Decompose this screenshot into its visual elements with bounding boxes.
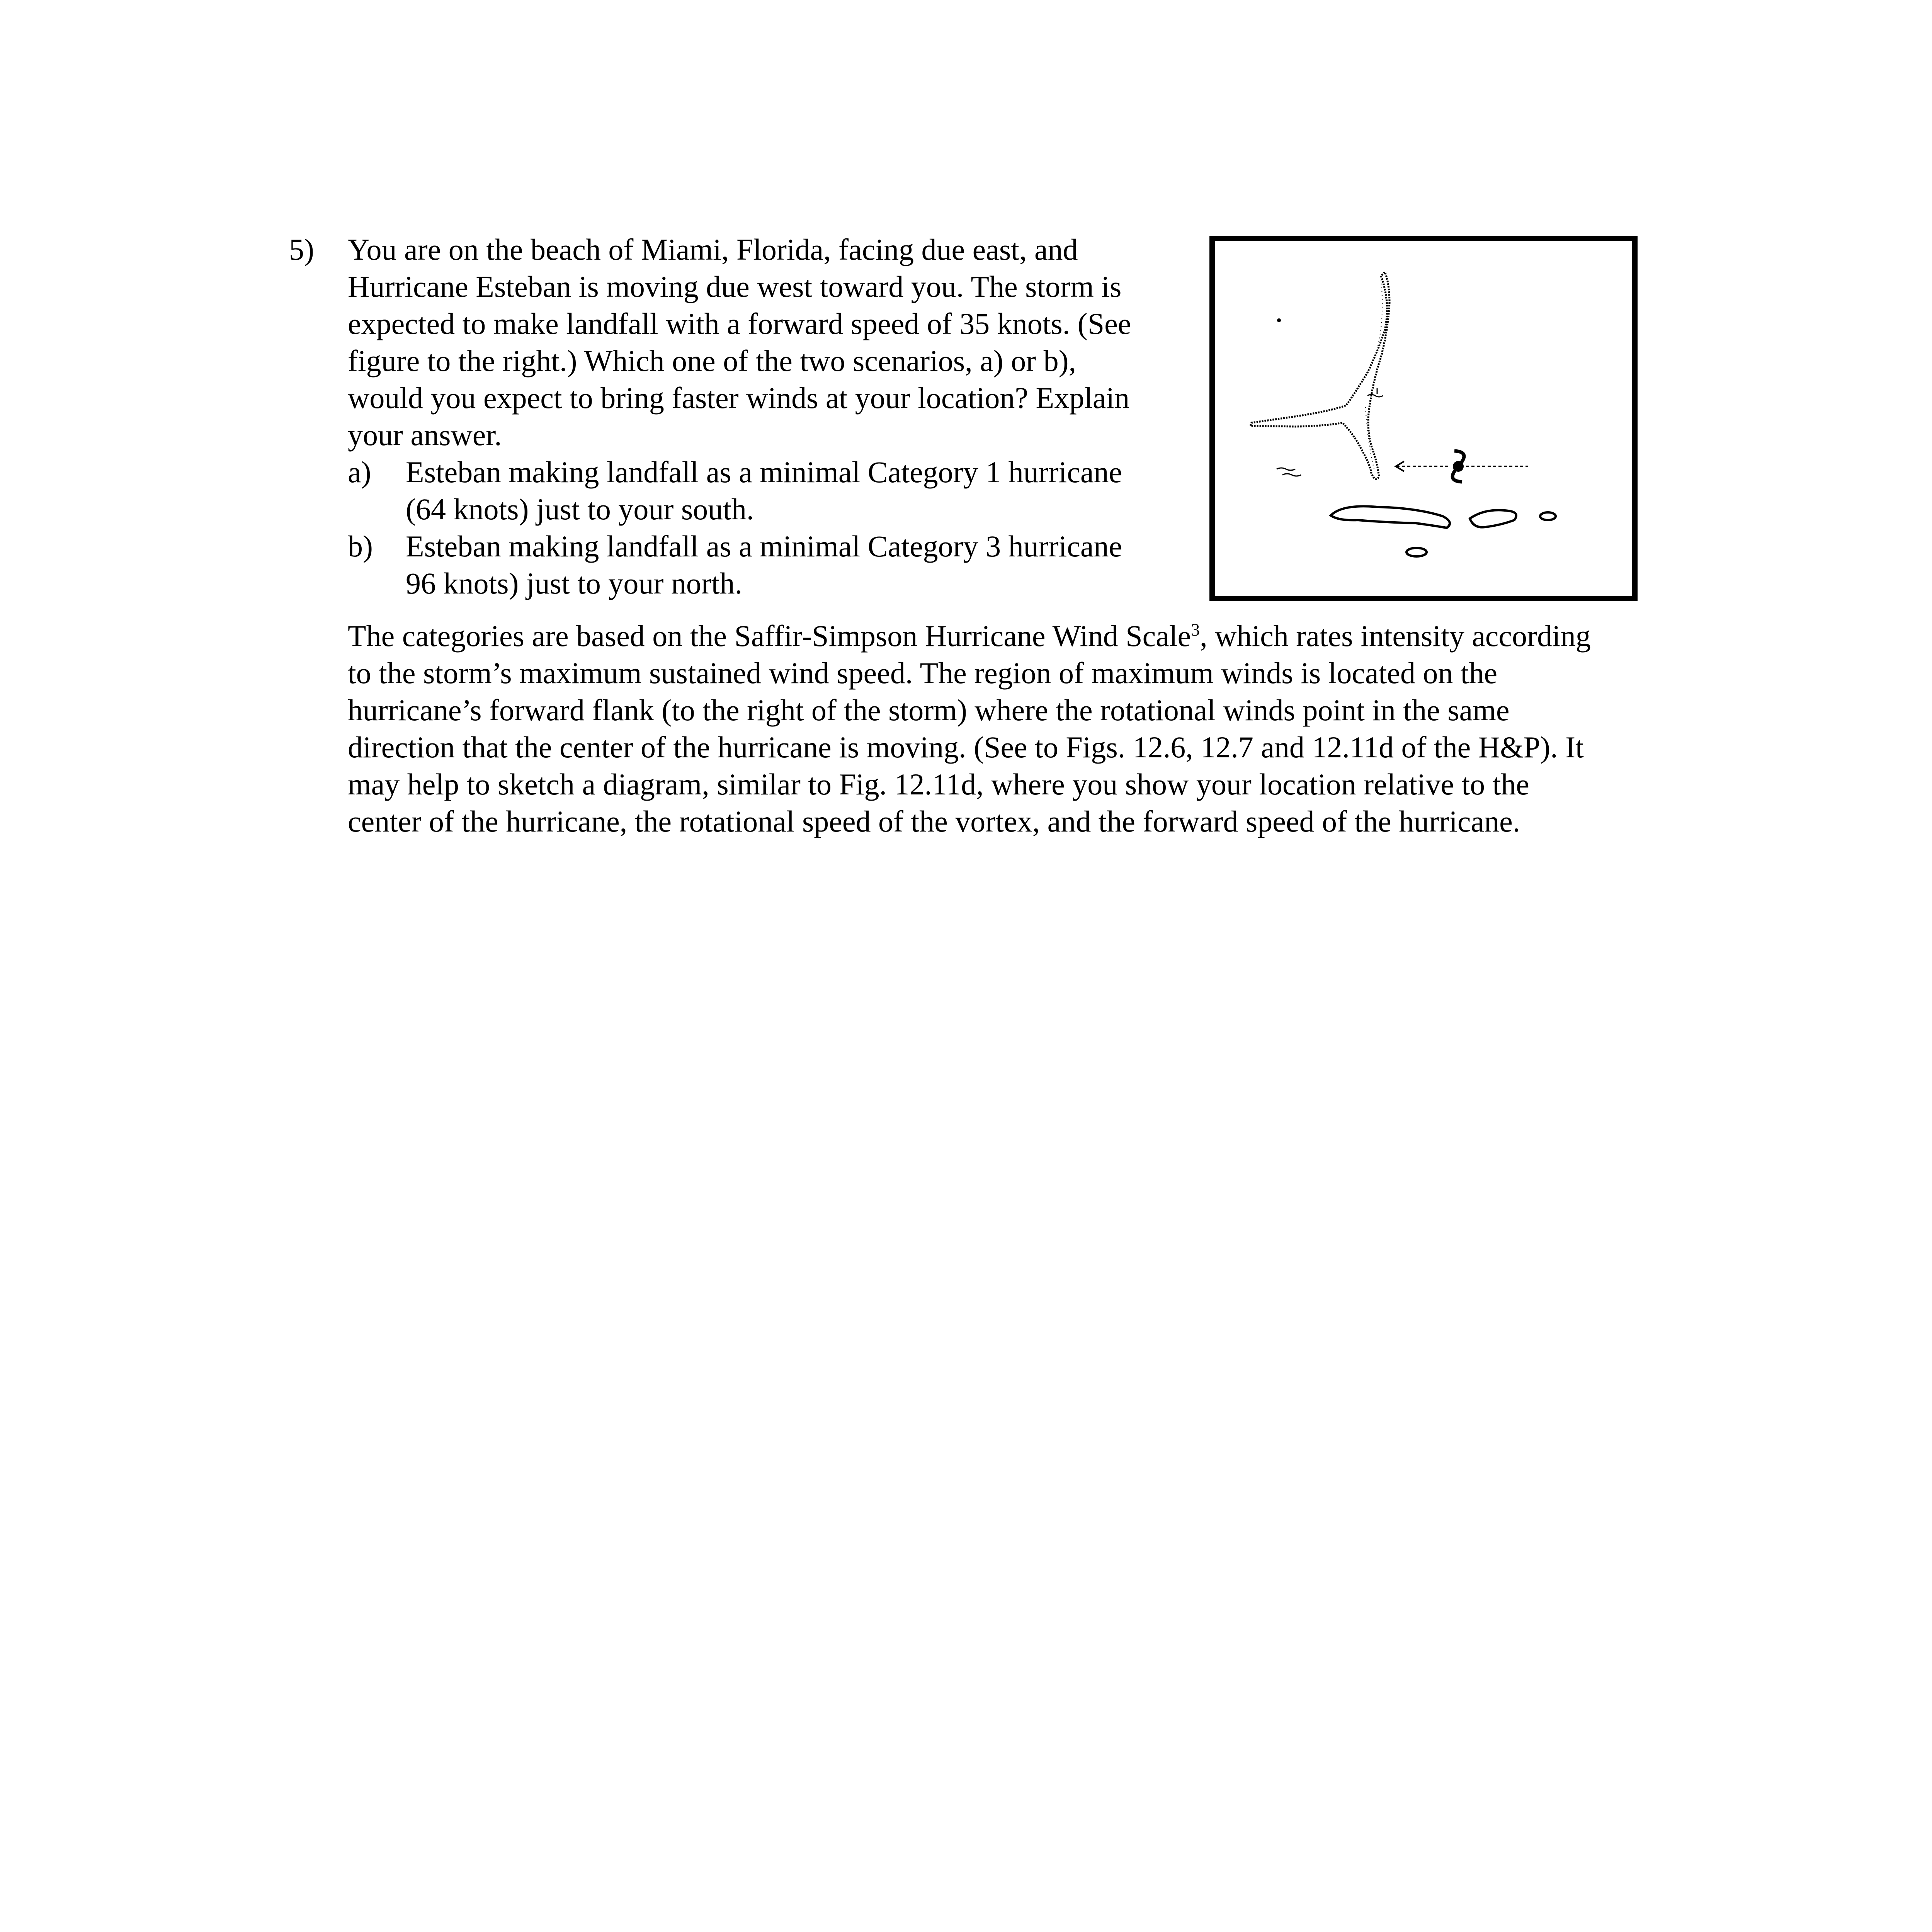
paragraph-line [348,617,1700,655]
question-text [348,231,1190,454]
florida-map-icon [1215,241,1632,596]
question-line: your answer. [348,418,502,452]
question-line: figure to the right.) Which one of the two scenarios, a) or b), [348,344,1077,378]
paragraph-line: to the storm’s maximum sustained wind speed. The region of maximum winds is located on the [348,656,1498,690]
hurricane-map-figure [1209,236,1638,601]
option-line: Esteban making landfall as a minimal Category 1 hurricane [406,455,1122,489]
option-line: (64 knots) just to your south. [406,492,754,526]
option-line: Esteban making landfall as a minimal Category 3 hurricane [406,529,1122,563]
paragraph-text: The categories are based on the Saffir-Simpson Hurricane Wind Scale [348,619,1191,653]
question-line: would you expect to bring faster winds at your location? Explain [348,381,1130,415]
footnote-reference: 3 [1191,620,1200,639]
question-line: You are on the beach of Miami, Florida, facing due east, and [348,233,1078,266]
paragraph-line: may help to sketch a diagram, similar to Fig. 12.11d, where you show your location relative to the [348,767,1529,801]
explanation-paragraph [348,617,1700,840]
option-label: b) [348,529,373,563]
paragraph-line: center of the hurricane, the rotational speed of the vortex, and the forward speed of the hurricane. [348,804,1520,838]
option-label: a) [348,455,371,489]
question-line: Hurricane Esteban is moving due west toward you. The storm is [348,270,1122,303]
option-line: 96 knots) just to your north. [406,566,742,600]
paragraph-line: hurricane’s forward flank (to the right of the storm) where the rotational winds point in the same [348,693,1510,727]
question-number: 5) [289,233,314,266]
hurricane-symbol-icon [1452,451,1464,482]
question-line: expected to make landfall with a forward speed of 35 knots. (See [348,307,1131,340]
paragraph-line: direction that the center of the hurricane is moving. (See to Figs. 12.6, 12.7 and 12.11d of the H&P). It [348,730,1584,764]
paragraph-text: , which rates intensity according [1200,619,1591,653]
